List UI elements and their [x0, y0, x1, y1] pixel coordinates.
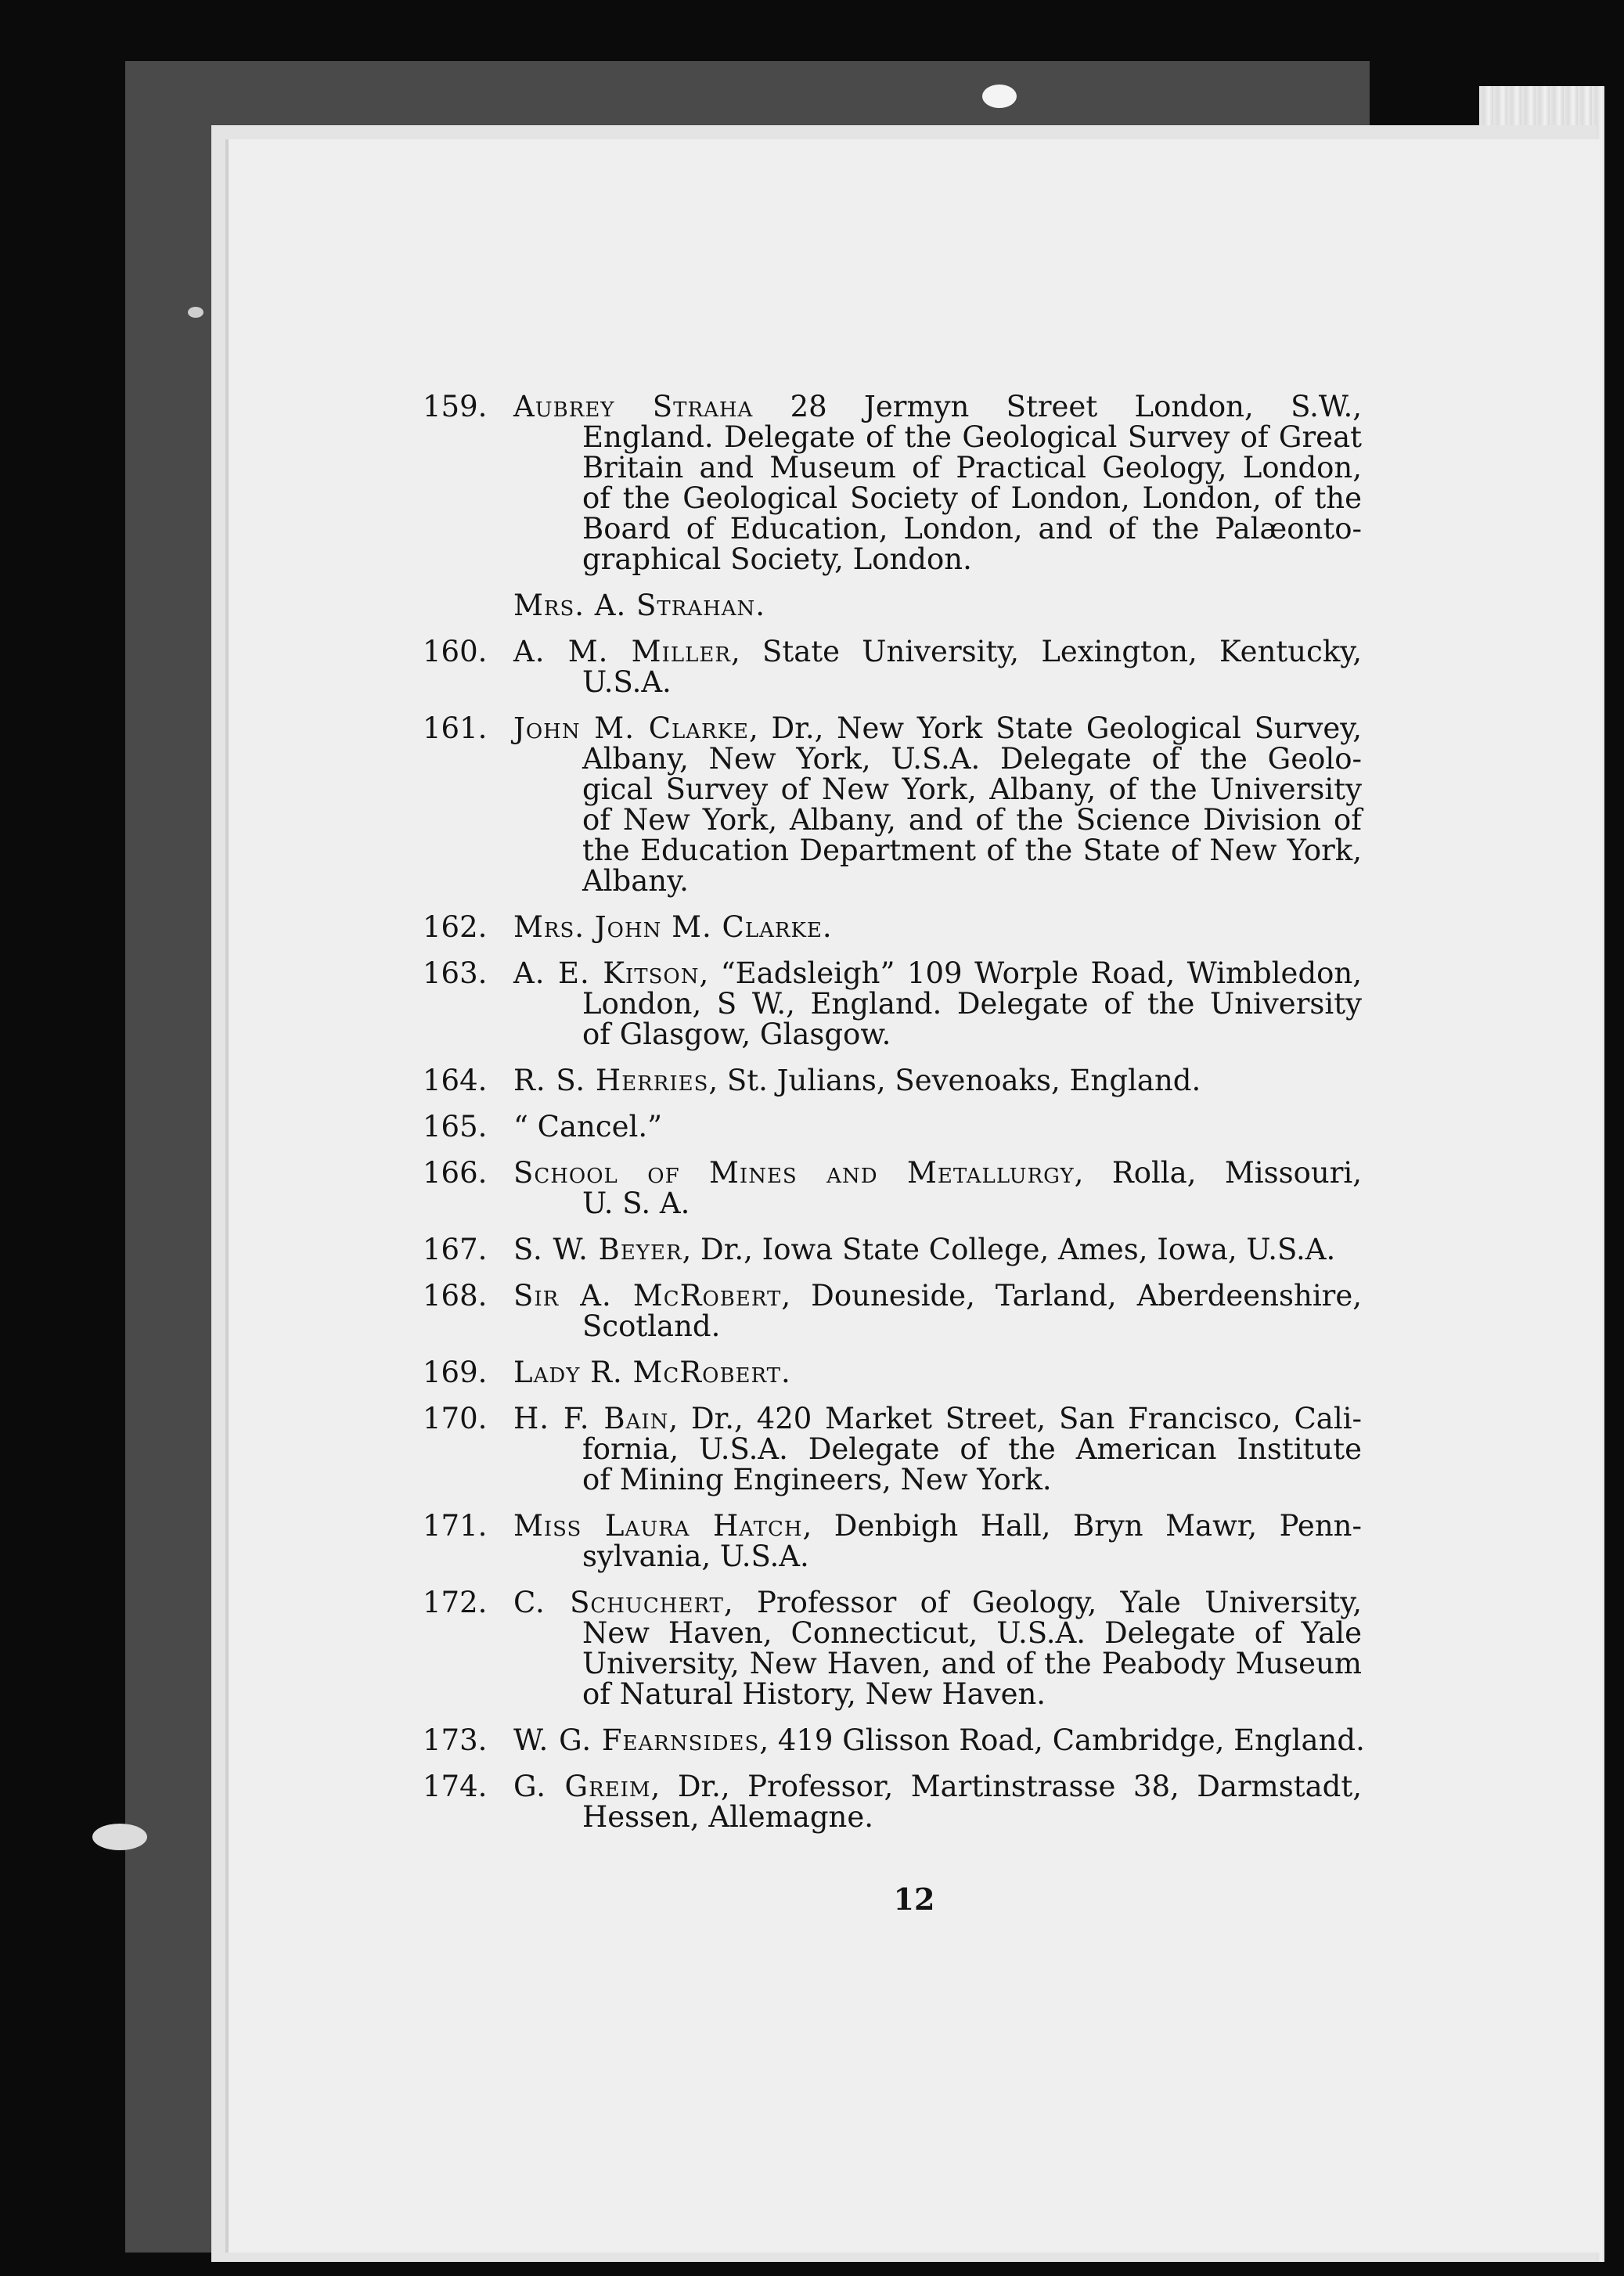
list-item — [423, 1111, 1362, 1142]
entry-number: 159. — [423, 390, 488, 423]
entry-text: , Dr., Professor, Martinstrasse 38, Darmstadt, — [650, 1770, 1363, 1803]
entry-text: England. Delegate of the Geological Survey of Great — [582, 420, 1362, 454]
entry-text: U.S.A. — [582, 665, 672, 699]
list-item — [423, 1158, 1362, 1219]
entry-number: 171. — [423, 1509, 488, 1543]
entry-text: , 419 Glisson Road, Cambridge, England. — [759, 1723, 1365, 1757]
entry-text: graphical Society, London. — [582, 542, 972, 576]
entry-number: 163. — [423, 956, 488, 990]
entry-text: fornia, U.S.A. Delegate of the American Institute — [582, 1432, 1362, 1466]
entry-text: Board of Education, London, and of the Palæonto- — [582, 512, 1362, 546]
entry-name: S. W. Beyer — [513, 1233, 682, 1266]
list-item — [423, 1065, 1362, 1096]
entry-text: , Dr., New York State Geological Survey, — [749, 711, 1362, 745]
document-page — [225, 139, 1600, 2253]
entry-number: 161. — [423, 711, 488, 745]
entry-text: Hessen, Allemagne. — [582, 1800, 873, 1834]
list-item — [423, 1511, 1362, 1572]
entry-number: 173. — [423, 1723, 488, 1757]
entry-text: , “Eadsleigh” 109 Worple Road, Wimbledon, — [699, 956, 1363, 990]
list-item — [423, 391, 1362, 574]
entry-text: sylvania, U.S.A. — [582, 1540, 809, 1573]
list-item — [423, 1234, 1362, 1265]
entry-text: Albany, New York, U.S.A. Delegate of the Geolo- — [582, 742, 1362, 776]
entry-text: the Education Department of the State of New York, — [582, 834, 1362, 867]
entry-name: C. Schuchert — [513, 1586, 724, 1619]
list-item — [423, 958, 1362, 1050]
entry-name: H. F. Bain — [513, 1402, 669, 1435]
entry-text: , State University, Lexington, Kentucky, — [730, 635, 1362, 668]
list-item — [423, 1403, 1362, 1495]
entry-text: of Mining Engineers, New York. — [582, 1463, 1052, 1496]
entry-name: G. Greim — [513, 1770, 651, 1803]
list-item — [423, 1771, 1362, 1832]
dust-speck — [982, 85, 1017, 108]
list-item — [513, 590, 1362, 621]
entry-name: John M. Clarke — [513, 711, 750, 745]
entry-number: 172. — [423, 1586, 488, 1619]
entry-name: A. M. Miller — [513, 635, 731, 668]
entry-name: Aubrey Straha — [513, 390, 754, 423]
entry-text: of Glasgow, Glasgow. — [582, 1017, 891, 1051]
entry-number: 166. — [423, 1156, 488, 1190]
entry-text: , Denbigh Hall, Bryn Mawr, Penn- — [802, 1509, 1362, 1543]
entry-text: “ Cancel.” — [513, 1110, 663, 1143]
entry-text: gical Survey of New York, Albany, of the University — [582, 772, 1362, 806]
entry-number: 160. — [423, 635, 488, 668]
entry-name: Mrs. John M. Clarke. — [513, 910, 833, 944]
entry-number: 169. — [423, 1356, 488, 1389]
entry-number: 162. — [423, 910, 488, 944]
dust-speck — [92, 1824, 147, 1850]
entry-text: New Haven, Connecticut, U.S.A. Delegate of Yale — [582, 1616, 1362, 1650]
entry-text: , St. Julians, Sevenoaks, England. — [708, 1064, 1201, 1097]
list-item — [423, 1280, 1362, 1341]
entry-text: , Dr., 420 Market Street, San Francisco, Cali- — [668, 1402, 1362, 1435]
entry-text: University, New Haven, and of the Peabody Museum — [582, 1647, 1362, 1680]
entry-name: School of Mines and Metallurgy — [513, 1156, 1075, 1190]
entry-text: London, S W., England. Delegate of the University — [582, 987, 1362, 1021]
entry-text: Scotland. — [582, 1309, 721, 1343]
entry-name: Sir A. McRobert — [513, 1279, 782, 1313]
entry-text: of the Geological Society of London, London, of the — [582, 481, 1362, 515]
list-item — [423, 1723, 1365, 1757]
entry-name: Lady R. McRobert. — [513, 1356, 791, 1389]
entry-text: 28 Jermyn Street London, S.W., — [753, 390, 1362, 423]
entry-name: Miss Laura Hatch — [513, 1509, 803, 1543]
entry-list — [423, 390, 1365, 1848]
entry-name: R. S. Herries — [513, 1064, 709, 1097]
entry-text: Albany. — [582, 864, 689, 898]
list-item — [423, 1357, 1362, 1388]
entry-name: Mrs. A. Strahan. — [513, 589, 766, 622]
entry-text: of New York, Albany, and of the Science Division of — [582, 803, 1362, 837]
list-item — [423, 912, 1362, 942]
entry-text: , Douneside, Tarland, Aberdeenshire, — [781, 1279, 1363, 1313]
entry-text: , Rolla, Missouri, — [1074, 1156, 1362, 1190]
entry-text: , Professor of Geology, Yale University, — [723, 1586, 1362, 1619]
dust-speck — [188, 307, 203, 318]
page-number: 12 — [893, 1882, 935, 1917]
entry-number: 174. — [423, 1770, 488, 1803]
entry-name: A. E. Kitson — [513, 956, 700, 990]
entry-text: , Dr., Iowa State College, Ames, Iowa, U.S.A. — [682, 1233, 1336, 1266]
entry-number: 165. — [423, 1110, 488, 1143]
entry-name: W. G. Fearnsides — [513, 1723, 760, 1757]
entry-number: 170. — [423, 1402, 488, 1435]
list-item — [423, 713, 1362, 896]
entry-text: of Natural History, New Haven. — [582, 1677, 1046, 1711]
entry-text: Britain and Museum of Practical Geology, London, — [582, 451, 1362, 484]
list-item — [423, 636, 1362, 697]
entry-number: 168. — [423, 1279, 488, 1313]
entry-number: 164. — [423, 1064, 488, 1097]
list-item — [423, 1587, 1362, 1709]
entry-text: U. S. A. — [582, 1187, 690, 1220]
entry-number: 167. — [423, 1233, 488, 1266]
